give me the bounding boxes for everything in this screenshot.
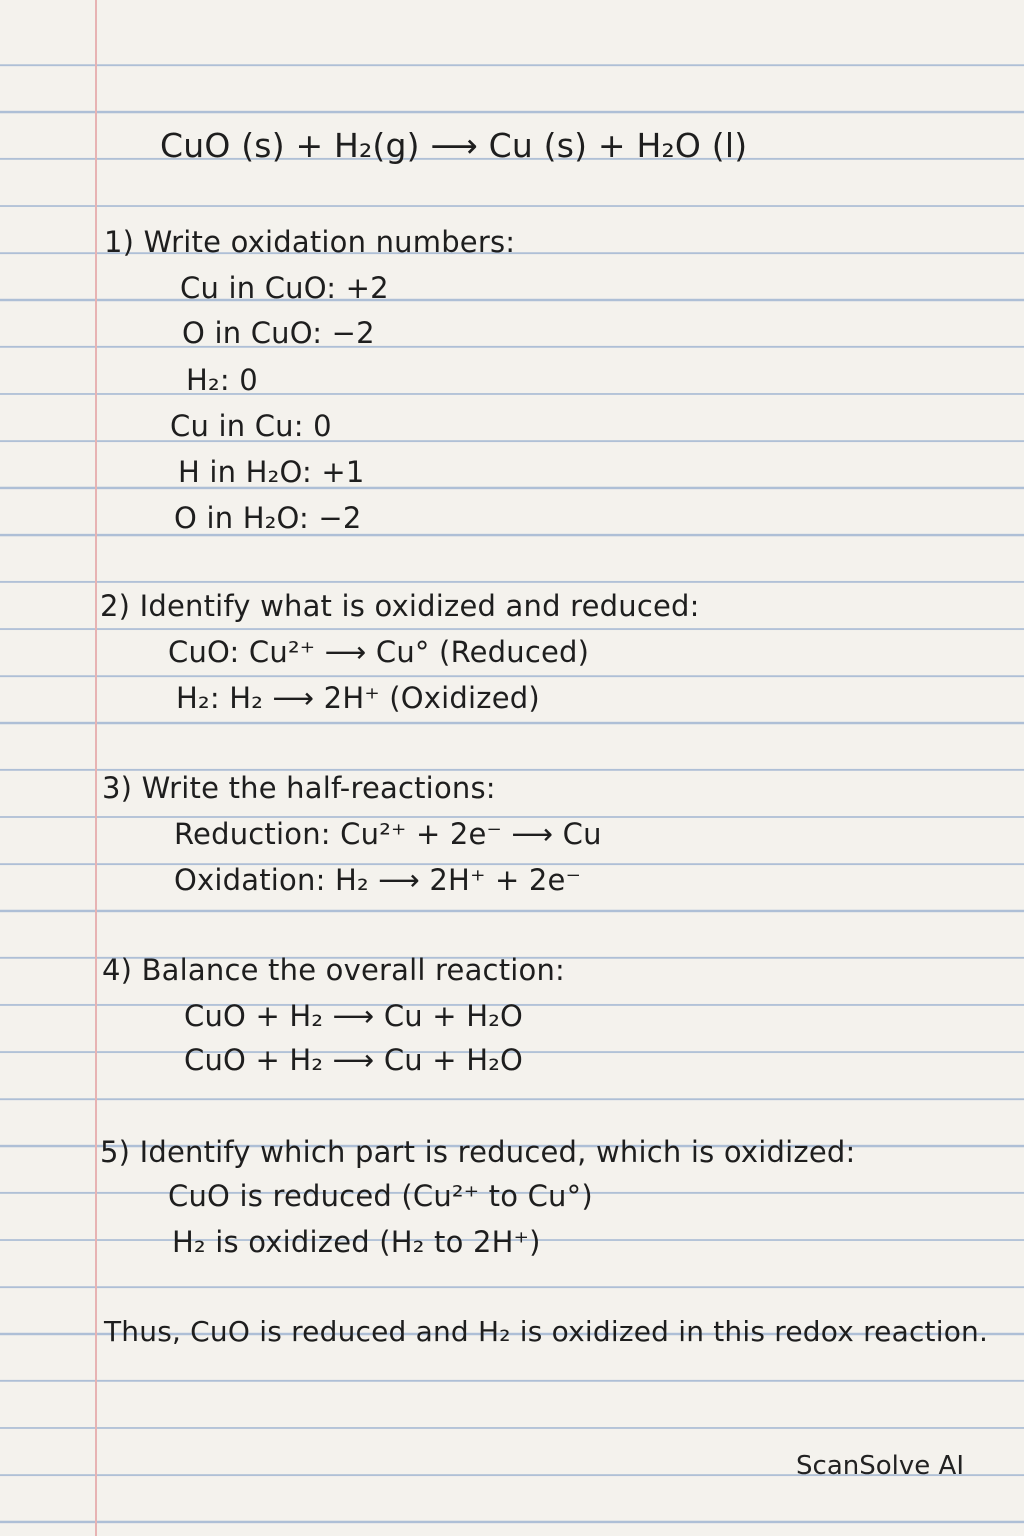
step-3-line-2: Oxidation: H₂ ⟶ 2H⁺ + 2e⁻	[174, 863, 582, 897]
brand-watermark: ScanSolve AI	[796, 1451, 964, 1481]
step-4-line-2: CuO + H₂ ⟶ Cu + H₂O	[184, 1043, 524, 1077]
step-2-line-1: CuO: Cu²⁺ ⟶ Cu° (Reduced)	[168, 635, 590, 669]
step-5-line-1: CuO is reduced (Cu²⁺ to Cu°)	[168, 1179, 593, 1213]
step-1-line-6: O in H₂O: −2	[174, 501, 362, 535]
step-5-heading: 5) Identify which part is reduced, which is oxidized:	[100, 1135, 856, 1169]
step-1-line-2: O in CuO: −2	[182, 316, 375, 350]
margin-line	[95, 0, 97, 1536]
step-3-line-1: Reduction: Cu²⁺ + 2e⁻ ⟶ Cu	[174, 817, 602, 851]
step-1-heading: 1) Write oxidation numbers:	[104, 225, 516, 259]
conclusion: Thus, CuO is reduced and H₂ is oxidized in this redox reaction.	[104, 1315, 989, 1348]
step-2-heading: 2) Identify what is oxidized and reduced:	[100, 589, 700, 623]
step-1-line-3: H₂: 0	[186, 363, 258, 397]
step-1-line-4: Cu in Cu: 0	[170, 409, 332, 443]
step-4-heading: 4) Balance the overall reaction:	[102, 953, 566, 987]
reaction-equation: CuO (s) + H₂(g) ⟶ Cu (s) + H₂O (l)	[160, 126, 748, 165]
step-1-line-5: H in H₂O: +1	[178, 455, 365, 489]
step-1-line-1: Cu in CuO: +2	[180, 271, 389, 305]
step-5-line-2: H₂ is oxidized (H₂ to 2H⁺)	[172, 1225, 541, 1259]
step-3-heading: 3) Write the half-reactions:	[102, 771, 496, 805]
step-4-line-1: CuO + H₂ ⟶ Cu + H₂O	[184, 999, 524, 1033]
step-2-line-2: H₂: H₂ ⟶ 2H⁺ (Oxidized)	[176, 681, 540, 715]
